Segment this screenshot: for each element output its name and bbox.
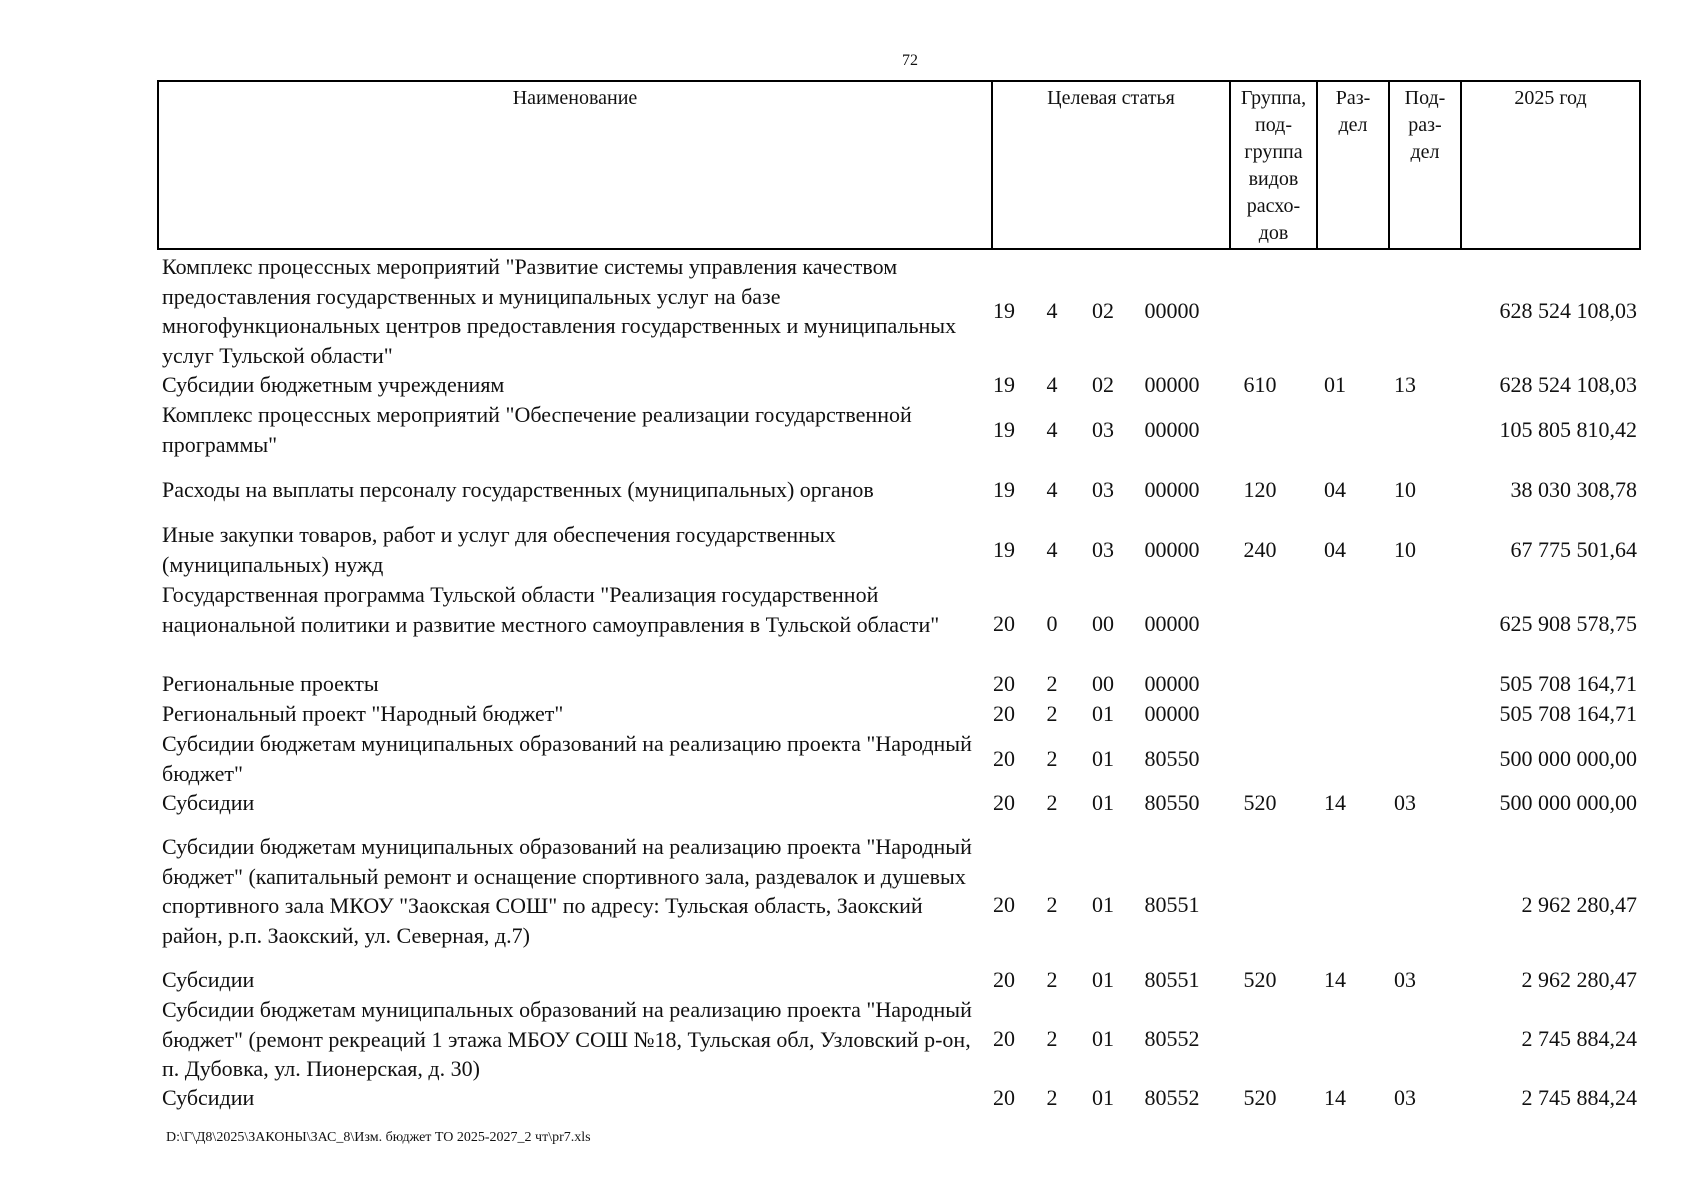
cell-event: 00: [1092, 611, 1114, 636]
cell-amount: 505 708 164,71: [1499, 671, 1637, 696]
row-name: Субсидии бюджетам муниципальных образований на реализацию проекта "Народный бюджет": [162, 731, 972, 786]
cell-event: 01: [1092, 790, 1114, 815]
cell-subprogram: 2: [1046, 1085, 1058, 1110]
cell-direction: 80551: [1144, 892, 1200, 917]
cell-amount: 2 745 884,24: [1521, 1085, 1637, 1110]
header-group-line: Группа,: [1240, 87, 1307, 109]
row-name: Субсидии: [162, 790, 255, 815]
header-group-line: дов: [1258, 222, 1289, 244]
cell-program: 19: [993, 372, 1015, 397]
table-row: [0, 580, 1696, 669]
cell-group: 240: [1243, 537, 1277, 562]
cell-event: 03: [1092, 417, 1114, 442]
cell-event: 03: [1092, 477, 1114, 502]
cell-program: 20: [993, 790, 1015, 815]
cell-direction: 00000: [1144, 298, 1200, 323]
header-section-line: Раз-: [1335, 87, 1371, 109]
cell-program: 20: [993, 892, 1015, 917]
page-number: 72: [902, 52, 918, 69]
cell-program: 20: [993, 1026, 1015, 1051]
cell-event: 01: [1092, 1085, 1114, 1110]
header-target-label: Целевая статья: [1047, 87, 1175, 109]
header-group-line: группа: [1244, 141, 1303, 163]
cell-section: 04: [1324, 477, 1346, 502]
cell-subprogram: 2: [1046, 671, 1058, 696]
cell-program: 20: [993, 701, 1015, 726]
cell-program: 20: [993, 611, 1015, 636]
cell-program: 19: [993, 298, 1015, 323]
cell-direction: 00000: [1144, 611, 1200, 636]
cell-program: 20: [993, 967, 1015, 992]
cell-subsection: 03: [1394, 790, 1416, 815]
cell-amount: 500 000 000,00: [1499, 790, 1637, 815]
table-row: [0, 832, 1696, 980]
cell-subsection: 10: [1394, 477, 1416, 502]
cell-subprogram: 0: [1046, 611, 1058, 636]
header-group-line: расхо-: [1246, 195, 1301, 217]
file-path-footer: D:\Г\Д8\2025\ЗАКОНЫ\ЗАС_8\Изм. бюджет ТО 2025-2027_2 чт\pr7.xls: [166, 1130, 591, 1145]
row-name: Расходы на выплаты персоналу государственных (муниципальных) органов: [162, 477, 874, 502]
cell-subprogram: 2: [1046, 1026, 1058, 1051]
cell-program: 20: [993, 1085, 1015, 1110]
row-name: Региональный проект "Народный бюджет": [162, 701, 564, 726]
row-name: Субсидии: [162, 967, 255, 992]
cell-section: 14: [1324, 790, 1346, 815]
cell-direction: 00000: [1144, 537, 1200, 562]
cell-amount: 67 775 501,64: [1510, 537, 1637, 562]
cell-group: 520: [1243, 1085, 1277, 1110]
cell-direction: 00000: [1144, 477, 1200, 502]
table-row: [0, 252, 1696, 370]
cell-subprogram: 2: [1046, 790, 1058, 815]
cell-event: 01: [1092, 701, 1114, 726]
row-name: Комплекс процессных мероприятий "Обеспечение реализации государственной программы": [162, 402, 912, 457]
cell-subsection: 10: [1394, 537, 1416, 562]
cell-subsection: 03: [1394, 1085, 1416, 1110]
cell-amount: 105 805 810,42: [1499, 417, 1637, 442]
header-year-label: 2025 год: [1514, 87, 1587, 109]
cell-section: 14: [1324, 967, 1346, 992]
table-row: [0, 1083, 1696, 1113]
cell-event: 00: [1092, 671, 1114, 696]
table-row: [0, 370, 1696, 400]
cell-subsection: 03: [1394, 967, 1416, 992]
table-row: [0, 965, 1696, 995]
cell-amount: 628 524 108,03: [1499, 372, 1637, 397]
cell-subprogram: 2: [1046, 892, 1058, 917]
row-name: Государственная программа Тульской области "Реализация государственной национальной политики и развитие местного самоуправления в Тульской области": [162, 582, 940, 637]
cell-group: 520: [1243, 967, 1277, 992]
cell-amount: 2 962 280,47: [1521, 892, 1637, 917]
row-name: Субсидии бюджетным учреждениям: [162, 372, 505, 397]
cell-direction: 80550: [1144, 790, 1200, 815]
cell-subprogram: 2: [1046, 701, 1058, 726]
header-name-label: Наименование: [512, 87, 638, 109]
header-group-line: под-: [1255, 114, 1292, 136]
cell-amount: 500 000 000,00: [1499, 746, 1637, 771]
header-section-line: дел: [1338, 114, 1368, 136]
cell-group: 610: [1243, 372, 1277, 397]
cell-direction: 80551: [1144, 967, 1200, 992]
row-name: Субсидии бюджетам муниципальных образований на реализацию проекта "Народный бюджет" (капитальный ремонт и оснащение спортивного зала, раздевалок и душевых спортивного зала МКОУ "Заокская СОШ" по адресу: Тульская область, Заокский район, р.п. Заокский, ул. Северная, д.7): [162, 834, 972, 948]
cell-amount: 628 524 108,03: [1499, 298, 1637, 323]
table-row: [0, 669, 1696, 699]
cell-event: 02: [1092, 372, 1114, 397]
cell-program: 20: [993, 746, 1015, 771]
cell-subprogram: 4: [1046, 372, 1058, 397]
cell-subprogram: 4: [1046, 417, 1058, 442]
row-name: Комплекс процессных мероприятий "Развитие системы управления качеством предоставления государственных и муниципальных услуг на базе многофункциональных центров предоставления государственных и муниципальных услуг Тульской области": [162, 254, 957, 368]
cell-program: 19: [993, 477, 1015, 502]
header-group-line: видов: [1248, 168, 1299, 190]
table-row: [0, 729, 1696, 788]
cell-direction: 00000: [1144, 372, 1200, 397]
header-subsection-line: раз-: [1408, 114, 1442, 136]
cell-event: 01: [1092, 967, 1114, 992]
header-subsection-line: дел: [1410, 141, 1440, 163]
cell-event: 01: [1092, 892, 1114, 917]
row-name: Иные закупки товаров, работ и услуг для обеспечения государственных (муниципальных) нужд: [162, 522, 836, 577]
cell-subprogram: 4: [1046, 537, 1058, 562]
cell-program: 19: [993, 537, 1015, 562]
row-name: Субсидии бюджетам муниципальных образований на реализацию проекта "Народный бюджет" (ремонт рекреаций 1 этажа МБОУ СОШ №18, Тульская обл, Узловский р-он, п. Дубовка, ул. Пионерская, д. 30): [162, 997, 972, 1081]
cell-direction: 00000: [1144, 701, 1200, 726]
cell-amount: 625 908 578,75: [1499, 611, 1637, 636]
cell-subprogram: 2: [1046, 746, 1058, 771]
cell-section: 01: [1324, 372, 1346, 397]
cell-amount: 505 708 164,71: [1499, 701, 1637, 726]
cell-amount: 38 030 308,78: [1510, 477, 1637, 502]
cell-subprogram: 4: [1046, 477, 1058, 502]
table-row: [0, 400, 1696, 460]
table-row: [0, 699, 1696, 729]
table-row: [0, 995, 1696, 1084]
cell-amount: 2 962 280,47: [1521, 967, 1637, 992]
cell-program: 20: [993, 671, 1015, 696]
cell-event: 01: [1092, 746, 1114, 771]
table-row: [0, 788, 1696, 818]
header-subsection-line: Под-: [1404, 87, 1446, 109]
table-row: [0, 475, 1696, 505]
cell-program: 19: [993, 417, 1015, 442]
cell-section: 14: [1324, 1085, 1346, 1110]
cell-subprogram: 4: [1046, 298, 1058, 323]
cell-direction: 00000: [1144, 671, 1200, 696]
row-name: Субсидии: [162, 1085, 255, 1110]
cell-subsection: 13: [1394, 372, 1416, 397]
cell-section: 04: [1324, 537, 1346, 562]
cell-direction: 80550: [1144, 746, 1200, 771]
cell-event: 01: [1092, 1026, 1114, 1051]
cell-amount: 2 745 884,24: [1521, 1026, 1637, 1051]
row-name: Региональные проекты: [162, 671, 379, 696]
cell-direction: 80552: [1144, 1026, 1200, 1051]
cell-event: 03: [1092, 537, 1114, 562]
cell-group: 120: [1243, 477, 1277, 502]
cell-event: 02: [1092, 298, 1114, 323]
cell-direction: 80552: [1144, 1085, 1200, 1110]
table-row: [0, 520, 1696, 580]
cell-group: 520: [1243, 790, 1277, 815]
cell-direction: 00000: [1144, 417, 1200, 442]
cell-subprogram: 2: [1046, 967, 1058, 992]
